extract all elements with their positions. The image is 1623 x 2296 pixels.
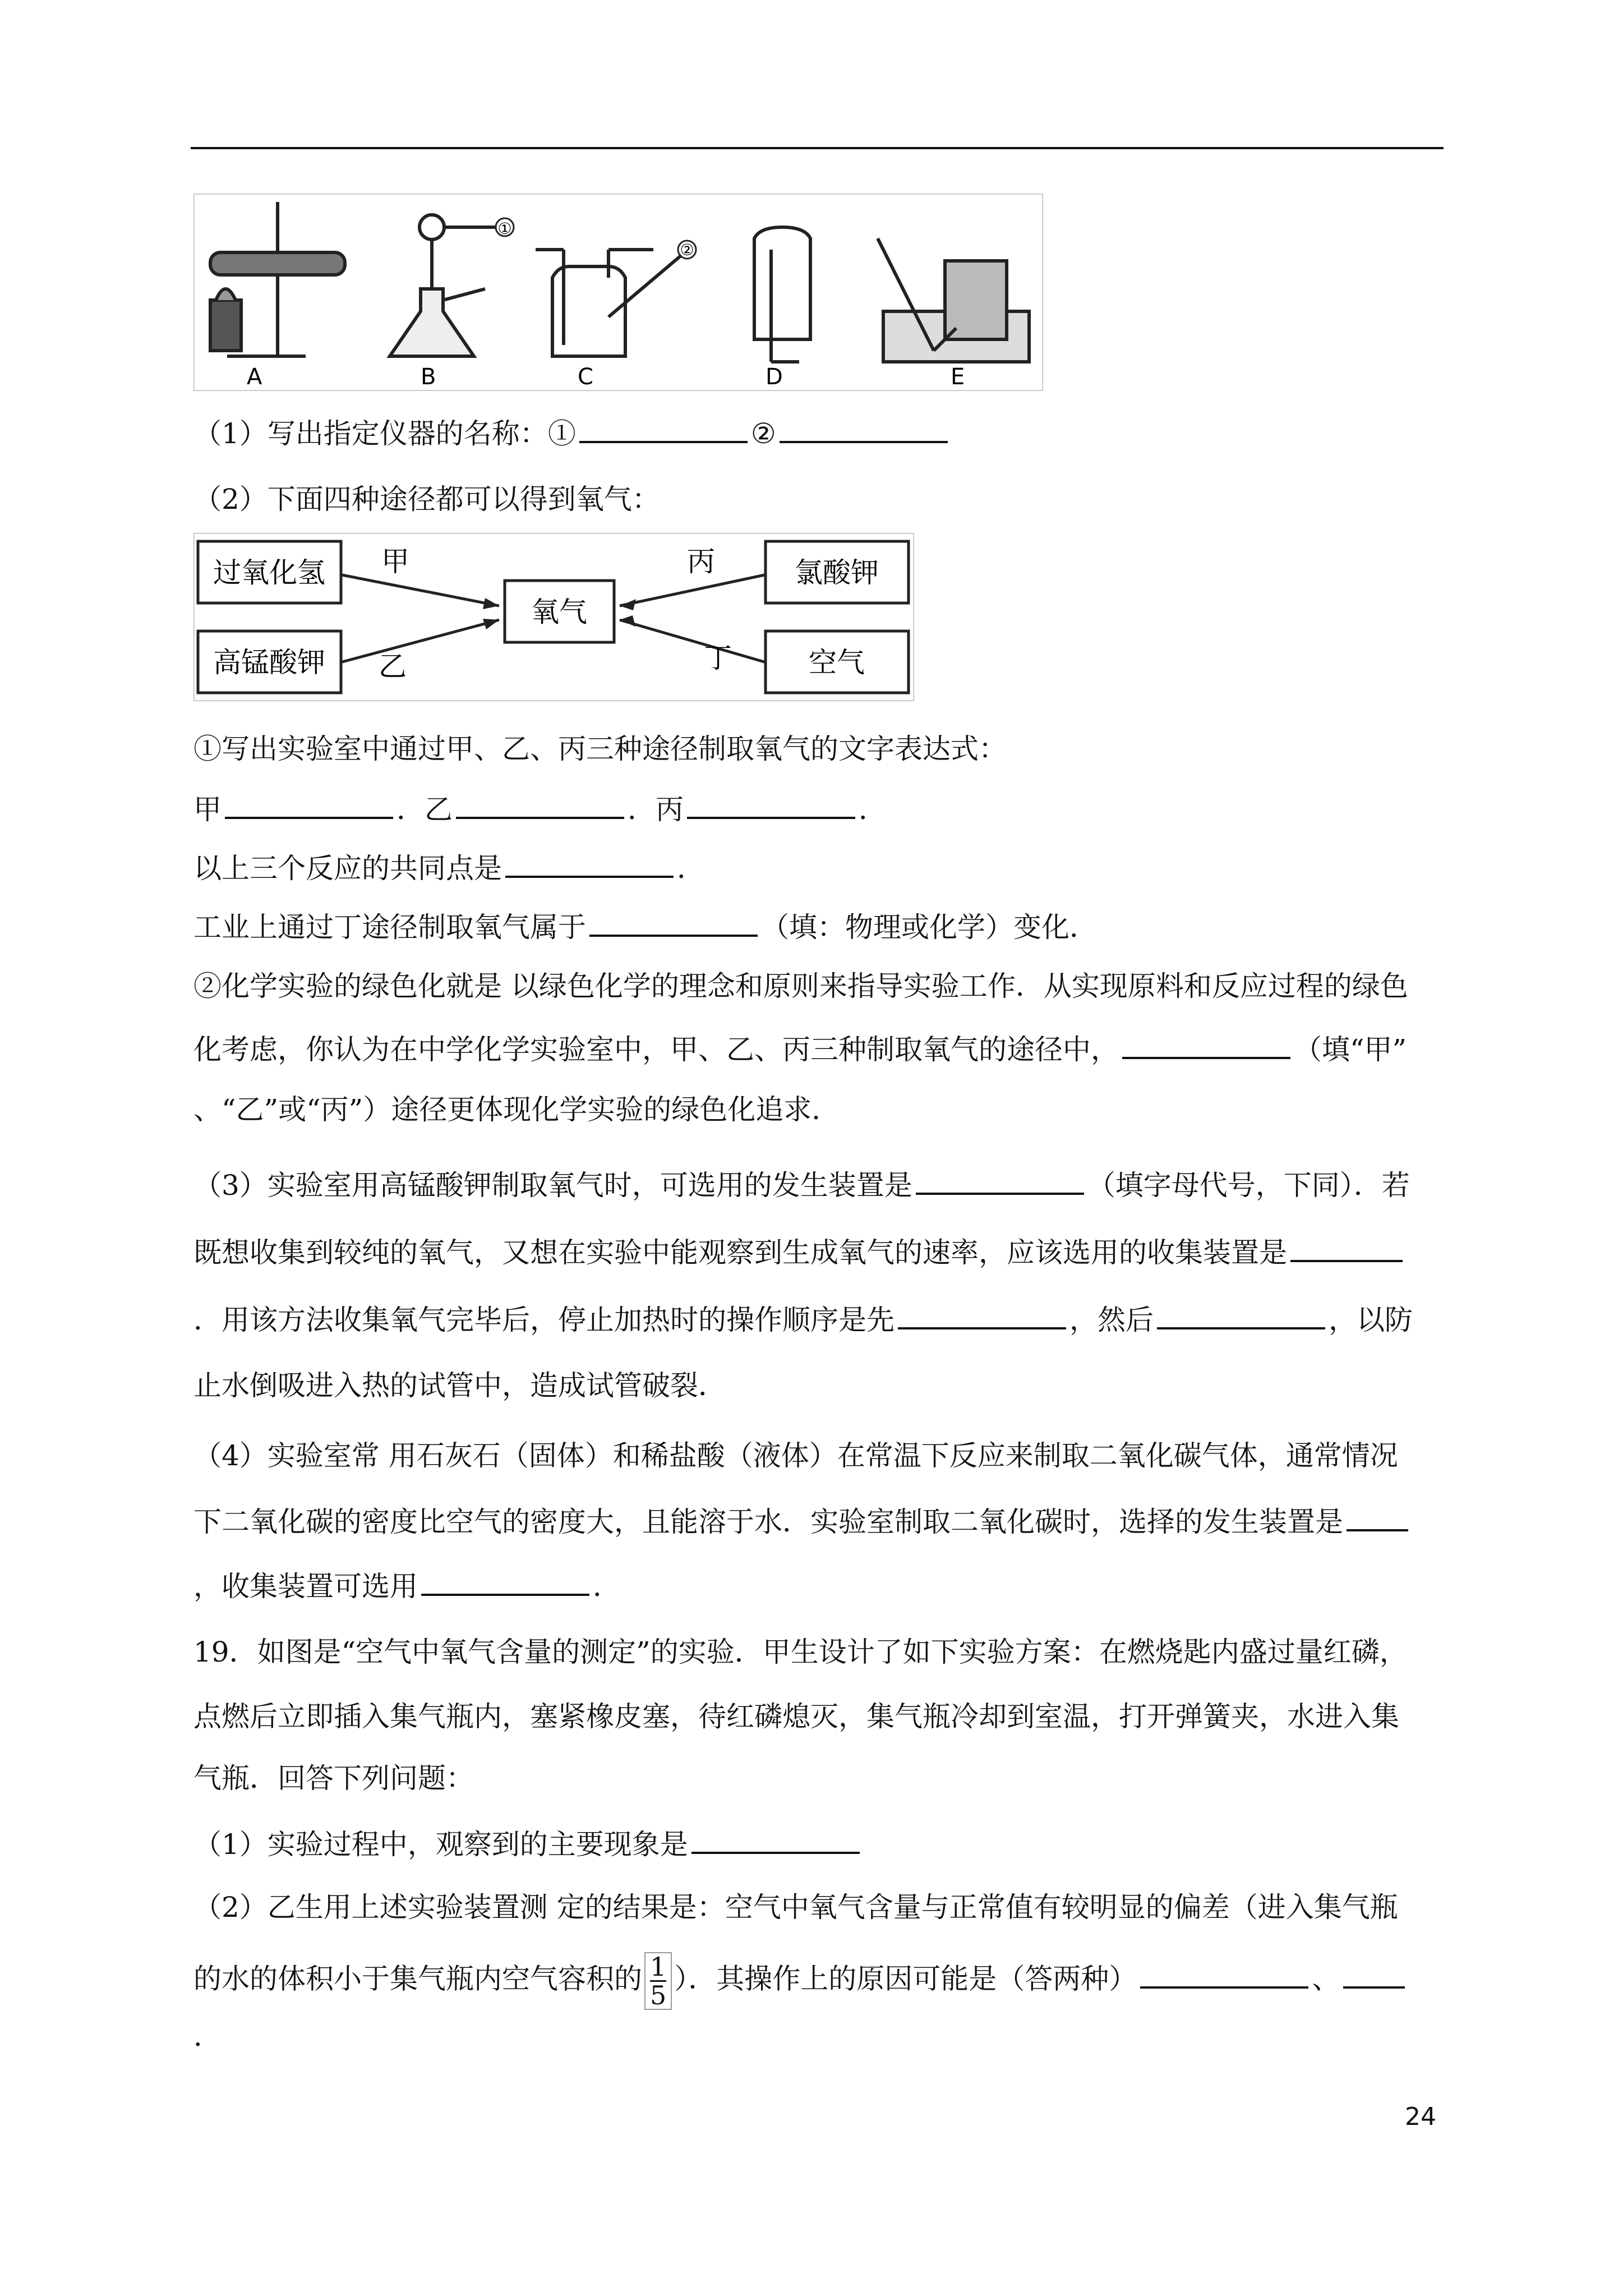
q4-line-1: （4）实验室常 用石灰石（固体）和稀盐酸（液体）在常温下反应来制取二氧化碳气体，通常情况 [193,1439,1398,1472]
q1-line [193,415,951,450]
q2-common-line [193,850,705,885]
q3-text-2: 既想收集到较纯的氧气，又想在实验中能观察到生成氧气的速率，应该选用的收集装置是 [193,1236,1287,1269]
q1-blank-2[interactable] [780,415,948,443]
expr-yi-blank[interactable] [456,791,624,819]
q2-green-blank[interactable] [1122,1031,1290,1059]
expr-dot: ． [396,793,425,826]
expr-dot: ． [628,793,656,826]
route-bing: 丙 [687,545,715,578]
q4-text-2: 下二氧化碳的密度比空气的密度大，且能溶于水．实验室制取二氧化碳时，选择的发生装置是 [193,1506,1343,1538]
box-kmno4: 高锰酸钾 [213,646,325,679]
header-rule [191,147,1444,149]
box-kclo3: 氯酸钾 [795,556,879,589]
q2-sub1: ①写出实验室中通过甲、乙、丙三种途径制取氧气的文字表达式： [193,733,1007,765]
q3-text-1: （3）实验室用高锰酸钾制取氧气时，可选用的发生装置是 [193,1169,912,1202]
expr-bing-label: 丙 [656,793,684,826]
route-yi: 乙 [379,650,407,683]
fraction-numerator: 1 [650,1952,667,1982]
q19-line-1: 19．如图是“空气中氧气含量的测定”的实验．甲生设计了如下实验方案：在燃烧匙内盛过量红磷， [193,1636,1408,1668]
q19-phenomenon-blank[interactable] [691,1826,860,1854]
q4-generator-blank[interactable] [1347,1503,1408,1531]
q3-text-3a: ．用该方法收集氧气完毕后，停止加热时的操作顺序是先 [193,1304,895,1336]
q1-marker-2: ② [750,417,776,450]
expr-jia-label: 甲 [193,793,222,826]
q4-line-2 [193,1503,1412,1539]
q19-end-dot: ． [193,2020,222,2053]
box-air: 空气 [809,646,865,679]
marker-2: ② [680,241,694,259]
q4-line-3 [193,1568,621,1603]
page-number: 24 [1405,2102,1436,2131]
q4-text-3-end: ． [593,1570,621,1603]
apparatus-label-b: B [421,364,436,390]
one-fifth-fraction [644,1952,672,2010]
apparatus-label-c: C [578,364,593,390]
apparatus-label-d: D [766,364,783,390]
q19-line-3: 气瓶．回答下列问题： [193,1762,474,1795]
q1-marker-1: ① [547,417,576,450]
q3-line-4: 止水倒吸进入热的试管中，造成试管破裂． [193,1369,726,1402]
q19-sub1-line [193,1826,863,1861]
marker-1: ① [497,219,512,238]
apparatus-label-a: A [247,364,262,390]
q19-sub2-text-b: ）．其操作上的原因可能是（答两种） [674,1962,1137,1995]
route-ding: 丁 [704,642,732,674]
q2-expressions-line [193,791,887,826]
q2-green-end: （填“甲” [1294,1033,1407,1066]
q2-industry-blank[interactable] [589,909,758,937]
q19-reason-blank-1[interactable] [1140,1961,1308,1989]
q3-generator-blank[interactable] [916,1167,1084,1195]
expr-yi-label: 乙 [425,793,453,826]
box-h2o2: 过氧化氢 [213,556,325,589]
q19-sub2-text: 的水的体积小于集气瓶内空气容积的 [193,1962,642,1995]
q19-reason-blank-2[interactable] [1343,1961,1405,1989]
q4-text-3: ，收集装置可选用 [193,1570,418,1603]
fraction-denominator: 5 [650,1980,667,2010]
q2-industry-text: 工业上通过丁途径制取氧气属于 [193,911,586,944]
box-oxygen: 氧气 [531,596,587,628]
q2-green-line-1: ②化学实验的绿色化就是 以绿色化学的理念和原则来指导实验工作．从实现原料和反应过程的绿色 [193,970,1408,1002]
q19-sub2-line: （2）乙生用上述实验装置测 定的结果是：空气中氧气含量与正常值有较明显的偏差（进入集气瓶 [193,1891,1398,1924]
q1-blank-1[interactable] [579,415,748,443]
q2-common-text: 以上三个反应的共同点是 [193,852,502,885]
q4-collector-blank[interactable] [421,1568,589,1596]
q2-green-line-3: 、“乙”或“丙”）途径更体现化学实验的绿色化追求． [193,1093,840,1126]
q3-line-3 [193,1301,1413,1337]
q2-common-end: ． [677,852,705,885]
q3-second-step-blank[interactable] [1157,1301,1325,1329]
q3-text-1-end: （填字母代号，下同）．若 [1087,1169,1410,1202]
q19-separator: 、 [1312,1962,1340,1995]
q2-intro: （2）下面四种途径都可以得到氧气： [193,483,660,516]
q2-green-text: 化考虑，你认为在中学化学实验室中，甲、乙、丙三种制取氧气的途径中， [193,1033,1119,1066]
q19-sub2-line-2 [193,1952,1408,2010]
q2-green-line-2 [193,1031,1407,1066]
q3-text-3b: ，然后 [1069,1304,1154,1336]
apparatus-label-e: E [951,364,965,390]
expr-bing-blank[interactable] [687,791,855,819]
oxygen-routes-diagram [193,533,914,701]
q3-collector-blank[interactable] [1290,1234,1403,1262]
q2-industry-end: （填：物理或化学）变化． [761,911,1098,944]
q2-common-blank[interactable] [505,850,674,878]
apparatus-figure [193,194,1043,391]
q19-line-2: 点燃后立即插入集气瓶内，塞紧橡皮塞，待红磷熄灭，集气瓶冷却到室温，打开弹簧夹，水进入集 [193,1700,1399,1733]
q1-prefix: （1）写出指定仪器的名称： [193,417,548,450]
q3-first-step-blank[interactable] [898,1301,1066,1329]
q19-sub1-text: （1）实验过程中，观察到的主要现象是 [193,1828,688,1861]
q3-line-2 [193,1234,1406,1269]
q3-line-1 [193,1167,1410,1202]
expr-jia-blank[interactable] [225,791,393,819]
q2-industry-line [193,909,1098,944]
route-jia: 甲 [381,545,409,578]
expr-dot: ． [859,793,887,826]
q3-text-3c: ，以防 [1329,1304,1413,1336]
